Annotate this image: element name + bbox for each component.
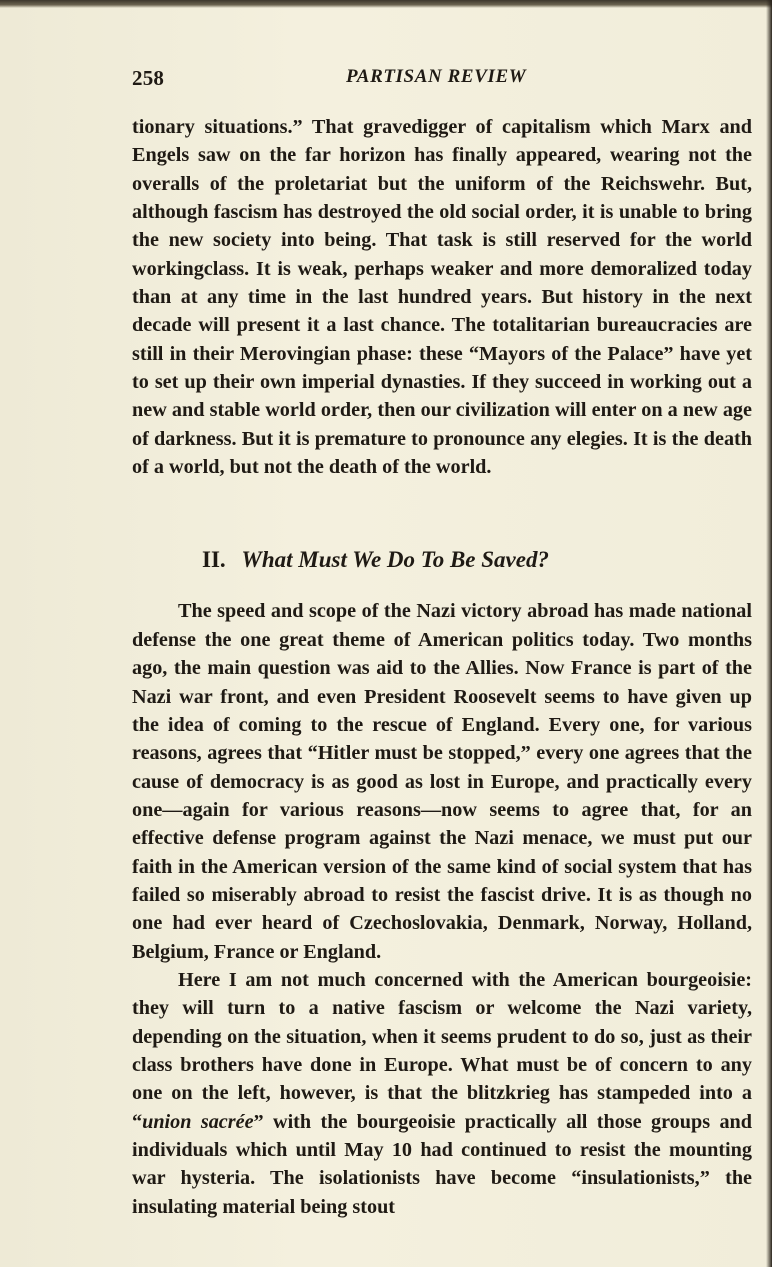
journal-title: PARTISAN REVIEW	[346, 66, 527, 87]
running-head	[132, 66, 754, 96]
paragraph-3-italic-phrase: union sacrée	[142, 1110, 254, 1133]
page-top-edge	[0, 0, 772, 8]
section-heading	[202, 545, 752, 575]
page-number: 258	[132, 66, 165, 90]
paragraph-3-end: ” with the bourgeoisie practically all those groups and individuals which until May 10 had continued to resist the mounting war hysteria. The isolationists have become “insulationists,” the insulating material being stout	[132, 1110, 752, 1218]
page-binding-edge	[766, 0, 772, 1267]
paragraph-3-start: Here I am not much concerned with the American bourgeoisie: they will turn to a native fascism or welcome the Nazi variety, depending on the situation, when it seems prudent to do so, just as their class brothers have done in Europe. What must be of concern to any one on the left, however, is that the blitzkrieg has stampeded into a “	[132, 968, 752, 1133]
paragraph-3	[132, 966, 752, 1221]
section-number: II.	[202, 547, 226, 573]
paragraph-2: The speed and scope of the Nazi victory abroad has made national defense the one great theme of American politics today. Two months ago, the main question was aid to the Allies. Now France is part of the Nazi war front, and even President Roosevelt seems to have given up the idea of coming to the rescue of England. Every one, for various reasons, agrees that “Hitler must be stopped,” every one agrees that the cause of democracy is as good as lost in Europe, and practically every one—again for various reasons—now seems to agree that, for an effective defense program against the Nazi menace, we must put our faith in the American version of the same kind of social system that has failed so miserably abroad to resist the fascist drive. It is as though no one had ever heard of Czechoslovakia, Denmark, Norway, Holland, Belgium, France or England.	[132, 600, 752, 963]
body-text	[132, 113, 752, 1221]
paragraph-1: tionary situations.” That gravedigger of capitalism which Marx and Engels saw on the far horizon has finally appeared, wearing not the overalls of the proletariat but the uniform of the Reichswehr. But, although fascism has destroyed the old social order, it is unable to bring the new society into being. That task is still reserved for the world workingclass. It is weak, perhaps weaker and more demoralized today than at any time in the last hundred years. But history in the next decade will present it a last chance. The totalitarian bureaucracies are still in their Merovingian phase: these “Mayors of the Palace” have yet to set up their own imperial dynasties. If they succeed in working out a new and stable world order, then our civilization will enter on a new age of darkness. But it is premature to pronounce any elegies. It is the death of a world, but not the death of the world.	[132, 116, 752, 479]
section-title: What Must We Do To Be Saved?	[241, 547, 549, 573]
